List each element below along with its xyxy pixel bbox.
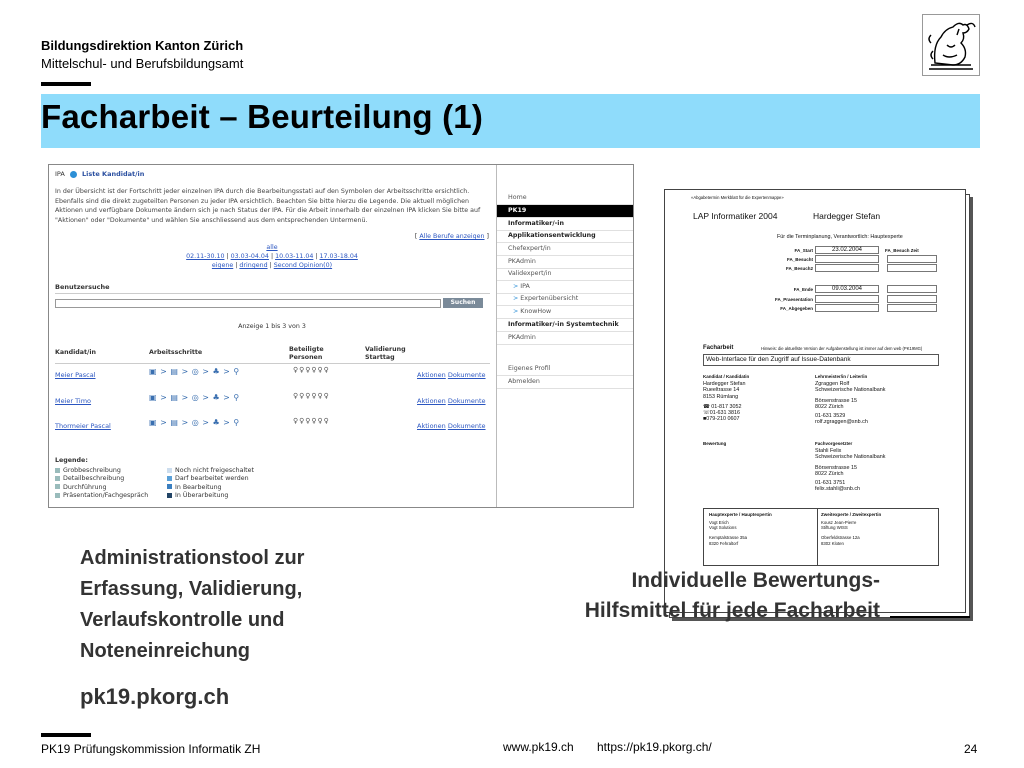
nav-item[interactable]: PK19 <box>497 205 634 218</box>
addr-line: Hardegger Stefan <box>703 381 746 387</box>
period-filter: alle 02.11-30.10 | 03.03-04.04 | 10.03-11.04 | 17.03-18.04 eigene | dringend | Second Opinion(0) <box>186 244 358 269</box>
period-link[interactable]: 02.11-30.10 <box>186 253 225 260</box>
boss-header: Lehrmeister/in / Leiter/in <box>815 374 868 379</box>
admin-breadcrumb <box>55 170 144 178</box>
caption-line: Administrationstool zur <box>80 547 305 569</box>
state-link[interactable]: Second Opinion(0) <box>273 262 333 269</box>
caption-line: Individuelle Bewertungs- <box>631 569 880 592</box>
legend-state: Noch nicht freigeschaltet <box>175 467 254 474</box>
footer-url: https://pk19.pkorg.ch/ <box>597 740 712 754</box>
addr-line: 01-817 3052 <box>711 403 742 410</box>
user-search-label: Benutzersuche <box>55 283 110 291</box>
all-jobs-row: [ Alle Berufe anzeigen ] <box>414 233 489 240</box>
persons-icon: ♀♀♀♀♀♀ <box>293 417 330 425</box>
addr-line: 8153 Rümlang <box>703 393 739 400</box>
crumb-ipa[interactable]: IPA <box>55 170 65 178</box>
period-link[interactable]: 17.03-18.04 <box>319 253 358 260</box>
legend-state: In Überarbeitung <box>175 492 229 500</box>
nav-item[interactable]: > IPA <box>497 281 634 294</box>
legend-state: In Bearbeitung <box>175 483 222 491</box>
form-top-note: «Abgabetermin Merkblatt für die Expertenmappe» <box>691 195 784 200</box>
legend-step: Präsentation/Fachgespräch <box>63 492 149 500</box>
col-persons <box>289 346 324 362</box>
nav-item[interactable]: > KnowHow <box>497 306 634 319</box>
user-search-input[interactable] <box>55 299 441 308</box>
col-validation <box>365 346 406 362</box>
assessment-form-screenshot <box>664 189 966 613</box>
documents-link[interactable]: Dokumente <box>447 371 486 379</box>
page-number: 24 <box>964 742 978 756</box>
admin-sidebar <box>496 165 634 508</box>
status-square-icon <box>167 493 172 498</box>
date-label: FA_Praesentation <box>774 297 813 302</box>
zx-header: Zweitexperte / Zweitexpertin <box>821 512 882 517</box>
slide-title: Facharbeit – Beurteilung (1) <box>41 98 484 135</box>
nav-item[interactable]: Validexpert/in <box>497 268 634 281</box>
nav-item[interactable]: Home <box>497 192 634 205</box>
all-jobs-link[interactable]: Alle Berufe anzeigen <box>419 233 485 240</box>
document-icon <box>55 468 60 473</box>
addr-line: Kousz Jean-Pierre <box>821 520 857 525</box>
form-title: LAP Informatiker 2004 <box>693 211 778 221</box>
zx-block <box>821 520 860 546</box>
people-icon <box>55 493 60 498</box>
arrow-circle-icon <box>70 171 77 178</box>
table-row <box>55 366 491 388</box>
time-field[interactable] <box>887 285 937 293</box>
fach-block <box>815 448 885 493</box>
caption-line: Verlaufskontrolle und <box>80 609 285 631</box>
addr-line: Zgraggen Rolf <box>815 381 850 387</box>
caption-line: Erfassung, Validierung, <box>80 578 303 600</box>
col-steps: Arbeitsschritte <box>149 349 203 356</box>
date-field[interactable] <box>815 295 879 303</box>
date-label: FA_Abgegeben <box>780 306 813 311</box>
candidate-link[interactable]: Meier Timo <box>55 397 92 405</box>
footer-rule <box>41 733 91 737</box>
candidate-link[interactable]: Meier Pascal <box>55 371 96 379</box>
nav-item[interactable]: Abmelden <box>497 376 634 389</box>
addr-line: Rueeltrasse 14 <box>703 387 740 394</box>
result-count: Anzeige 1 bis 3 von 3 <box>238 323 306 330</box>
bewertung-label: Bewertung <box>703 441 727 446</box>
legend-step: Durchführung <box>63 483 107 491</box>
time-field[interactable] <box>887 255 937 263</box>
col-persons-1: Beteiligte <box>289 346 324 353</box>
candidate-header: Kandidat / Kandidatin <box>703 374 750 379</box>
addr-line: Kemptalstrasse 35a <box>709 535 747 541</box>
addr-line: Vogt Erich <box>709 520 729 525</box>
boss-block <box>815 381 885 426</box>
nav-item[interactable]: PKAdmin <box>497 332 634 345</box>
period-link[interactable]: 10.03-11.04 <box>275 253 314 260</box>
period-link[interactable]: 03.03-04.04 <box>230 253 269 260</box>
zurich-lion-logo-icon <box>922 14 980 76</box>
legend-state: Darf bearbeitet werden <box>175 475 249 483</box>
addr-line: Oberfeldstrasse 12a <box>821 535 860 541</box>
documents-link[interactable]: Dokumente <box>447 397 486 405</box>
filter-all-link[interactable]: alle <box>266 244 278 251</box>
hx-header: Hauptexperte / Hauptexpertin <box>709 512 772 517</box>
form-candidate: Hardegger Stefan <box>813 211 881 221</box>
legend-title: Legende: <box>55 457 88 464</box>
date-field[interactable] <box>815 255 879 263</box>
addr-line: felix.stahli@snb.ch <box>815 486 861 493</box>
date-label: FA_Ende <box>793 287 813 292</box>
nav-item[interactable]: Informatiker/-in <box>497 218 634 231</box>
admin-heading: Liste Kandidat/in <box>82 170 145 178</box>
header-org: Bildungsdirektion Kanton Zürich <box>41 38 244 53</box>
addr-line: 01-631 3529 <box>815 413 846 420</box>
addr-line: Vogt Solutions <box>709 525 737 531</box>
state-link[interactable]: dringend <box>239 262 268 269</box>
divider <box>55 293 490 294</box>
state-link[interactable]: eigene <box>211 262 234 269</box>
col-persons-2: Personen <box>289 354 323 361</box>
date-label: FA_Besuch2 <box>785 266 813 271</box>
addr-line: 8302 Kloten <box>821 540 844 546</box>
actions-link[interactable]: Aktionen <box>417 371 446 379</box>
candidate-link[interactable]: Thormeier Pascal <box>55 422 111 430</box>
addr-line: Schweizerische Nationalbank <box>815 387 886 394</box>
col-validation-2: Starttag <box>365 354 395 361</box>
addr-line: Schweizerische Nationalbank <box>815 454 886 461</box>
workflow-steps-icon[interactable]: ▣ > ▤ > ◎ > ♣ > ⚲ <box>149 367 240 376</box>
nav-item[interactable]: Applikationsentwicklung <box>497 230 634 243</box>
col-validation-1: Validierung <box>365 346 406 353</box>
caption-line: Noteneinreichung <box>80 640 251 662</box>
workflow-steps-icon[interactable]: ▣ > ▤ > ◎ > ♣ > ⚲ <box>149 418 240 427</box>
admin-tool-screenshot <box>48 164 634 508</box>
time-label: FA_Besuch Zeit <box>885 248 919 253</box>
nav-item[interactable]: Chefexpert/in <box>497 243 634 256</box>
facharbeit-label: Facharbeit <box>703 345 734 351</box>
caption-url: pk19.pkorg.ch <box>80 684 230 709</box>
documents-link[interactable]: Dokumente <box>447 422 486 430</box>
persons-icon: ♀♀♀♀♀♀ <box>293 392 330 400</box>
nav-item[interactable]: PKAdmin <box>497 256 634 269</box>
admin-intro-text: In der Übersicht ist der Fortschritt jeder einzelnen IPA durch die Bearbeitungsstati auf den Symbolen der Arbeitsschritte ersichtlich. Ebenfalls sind die direkt zugeteilten Personen zu jeder IPA ersichtlich. Beachten Sie bitte hierzu die Legende. Die aktuell möglichen Aktionen und verfügbare Dokumente ändern sich je nach Status der IPA. Für die Arbeit innerhalb der einzelnen IPA klicken Sie bitte auf "Aktionen" oder "Dokumente" und wählen Sie anschliessend aus dem entsprechenden Untermenü. <box>55 188 481 224</box>
time-field[interactable] <box>887 264 937 272</box>
table-row <box>55 392 491 414</box>
caption-line: Hilfsmittel für jede Facharbeit <box>584 599 880 622</box>
date-label: FA_Besucht <box>786 257 813 262</box>
status-square-icon <box>167 476 172 481</box>
candidate-block: Hardegger Stefan Rueeltrasse 14 8153 Rümlang ☎ 01-817 3052 ☏01-631 3816 ■079-210 0607 <box>703 381 746 423</box>
document-icon <box>55 476 60 481</box>
time-field[interactable] <box>887 295 937 303</box>
date-field[interactable] <box>815 264 879 272</box>
addr-line: Börsenstrasse 15 <box>815 397 857 404</box>
legend <box>55 457 491 500</box>
divider <box>55 363 490 364</box>
date-field[interactable]: 09.03.2004 <box>815 285 879 293</box>
admin-main-panel <box>49 165 496 508</box>
date-label: FA_Start <box>794 248 813 253</box>
nav-item[interactable]: Informatiker/-in Systemtechnik <box>497 319 634 332</box>
addr-line: Börsenstrasse 15 <box>815 464 857 471</box>
actions-link[interactable]: Aktionen <box>417 397 446 405</box>
nav-item[interactable]: > Expertenübersicht <box>497 293 634 306</box>
addr-line: rolf.zgraggen@snb.ch <box>815 419 868 426</box>
table-row <box>55 417 491 439</box>
persons-icon: ♀♀♀♀♀♀ <box>293 366 330 374</box>
addr-line: 8022 Zürich <box>815 470 844 477</box>
header-rule <box>41 82 91 86</box>
footer-org: PK19 Prüfungskommission Informatik ZH <box>41 742 261 756</box>
addr-line: Stahli Felix <box>815 448 842 454</box>
form-responsible: Für die Terminplanung, Verantwortlich: Hauptexperte <box>777 234 903 240</box>
gear-icon <box>55 484 60 489</box>
divider <box>817 508 818 566</box>
hx-block <box>709 520 747 546</box>
addr-line: 8320 Fehraltorf <box>709 540 739 546</box>
fach-header: Fachvorgesetzter <box>815 441 853 446</box>
workflow-steps-icon[interactable]: ▣ > ▤ > ◎ > ♣ > ⚲ <box>149 393 240 402</box>
nav-item[interactable]: Eigenes Profil <box>497 363 634 376</box>
legend-step: Grobbeschreibung <box>63 467 121 474</box>
status-square-icon <box>167 468 172 473</box>
addr-line: Stiftung WISS <box>821 525 848 531</box>
col-candidate: Kandidat/in <box>55 349 96 356</box>
addr-line: 8022 Zürich <box>815 403 844 410</box>
actions-link[interactable]: Aktionen <box>417 422 446 430</box>
facharbeit-title-field[interactable]: Web-Interface für den Zugriff auf Issue-Datenbank <box>703 354 939 366</box>
caption-rule <box>890 616 970 618</box>
addr-line: 01-631 3751 <box>815 480 846 487</box>
caption-admin-tool <box>80 543 304 667</box>
footer-www: www.pk19.ch <box>503 740 574 754</box>
addr-line: 079-210 0607 <box>706 416 740 423</box>
search-button[interactable]: Suchen <box>443 298 483 308</box>
legend-step: Detailbeschreibung <box>63 475 125 483</box>
addr-line: 01-631 3816 <box>709 410 741 417</box>
date-field[interactable]: 23.02.2004 <box>815 246 879 254</box>
status-square-icon <box>167 484 172 489</box>
facharbeit-note: Hinweis: die aktuellste Version der Aufgabenstellung ist immer auf dem web (PK19MG) <box>761 346 923 351</box>
header-dept: Mittelschul- und Berufsbildungsamt <box>41 56 244 71</box>
date-field[interactable] <box>815 304 879 312</box>
time-field[interactable] <box>887 304 937 312</box>
caption-assessment <box>480 566 880 626</box>
